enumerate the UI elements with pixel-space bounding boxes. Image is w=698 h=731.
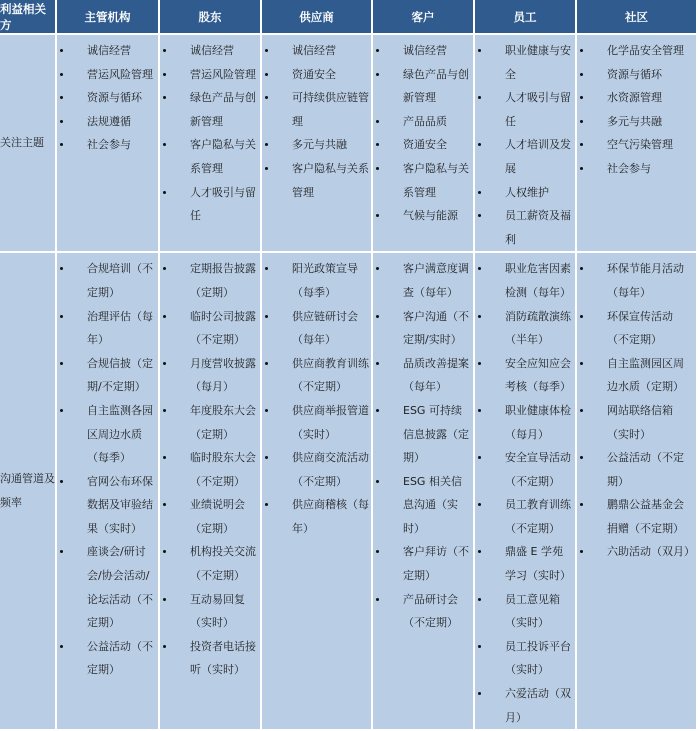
list-item: 社会参与 bbox=[57, 133, 158, 157]
list-item: 合规信披（定期/不定期） bbox=[57, 352, 158, 399]
list-item: 品质改善提案（每年） bbox=[373, 352, 473, 399]
list-item: 投资者电话接听（实时） bbox=[160, 635, 260, 682]
list-item: 职业危害因素检测（每年） bbox=[475, 257, 575, 304]
list-item: 可持续供应链管理 bbox=[262, 86, 371, 133]
list-item: 月度营收披露（每月） bbox=[160, 352, 260, 399]
channels-shareholder-list bbox=[160, 253, 260, 682]
list-item: 产品研讨会（不定期） bbox=[373, 588, 473, 635]
list-item: 诚信经营 bbox=[57, 39, 158, 63]
list-item: 客户满意度调查（每年） bbox=[373, 257, 473, 304]
list-item: 人才培训及发展 bbox=[475, 133, 575, 180]
list-item: 座谈会/研讨会/协会活动/论坛活动（不定期） bbox=[57, 540, 158, 634]
channels-employee-list bbox=[475, 253, 575, 729]
list-item: 化学品安全管理 bbox=[577, 39, 696, 63]
list-item: 绿色产品与创新管理 bbox=[160, 86, 260, 133]
list-item: 安全应知应会考核（每季） bbox=[475, 352, 575, 399]
list-item: 法规遵循 bbox=[57, 110, 158, 134]
list-item: 临时股东大会（不定期） bbox=[160, 446, 260, 493]
list-item: 官网公布环保数据及审验结果（实时） bbox=[57, 470, 158, 541]
list-item: 产品品质 bbox=[373, 110, 473, 134]
topics-employee-list bbox=[475, 35, 575, 251]
channels-supplier-cell bbox=[262, 253, 373, 731]
channels-customer-cell bbox=[373, 253, 475, 731]
list-item: 临时公司披露（不定期） bbox=[160, 305, 260, 352]
list-item: 合规培训（不定期） bbox=[57, 257, 158, 304]
list-item: 员工投诉平台（实时） bbox=[475, 635, 575, 682]
list-item: 营运风险管理 bbox=[57, 63, 158, 87]
list-item: 鹏鼎公益基金会捐赠（不定期） bbox=[577, 493, 696, 540]
channels-row bbox=[0, 253, 698, 731]
list-item: ESG 可持续信息披露（定期） bbox=[373, 399, 473, 470]
channels-supplier-list bbox=[262, 253, 371, 540]
header-row bbox=[0, 0, 698, 35]
list-item: 诚信经营 bbox=[262, 39, 371, 63]
topics-supplier-list bbox=[262, 35, 371, 204]
header-supplier: 供应商 bbox=[262, 0, 373, 35]
header-regulator: 主管机构 bbox=[57, 0, 160, 35]
list-item: 年度股东大会（定期） bbox=[160, 399, 260, 446]
list-item: 自主监测各园区周边水质（每季） bbox=[57, 399, 158, 470]
channels-community-cell bbox=[577, 253, 698, 731]
list-item: 供应商教育训练（不定期） bbox=[262, 352, 371, 399]
channels-shareholder-cell bbox=[160, 253, 262, 731]
list-item: 消防疏散演练（半年） bbox=[475, 305, 575, 352]
list-item: 诚信经营 bbox=[373, 39, 473, 63]
list-item: 环保宣传活动（不定期） bbox=[577, 305, 696, 352]
header-community: 社区 bbox=[577, 0, 698, 35]
list-item: 阳光政策宣导（每季） bbox=[262, 257, 371, 304]
list-item: 人权维护 bbox=[475, 181, 575, 205]
list-item: 机构投关交流（不定期） bbox=[160, 540, 260, 587]
channels-customer-list bbox=[373, 253, 473, 635]
topics-row bbox=[0, 35, 698, 253]
list-item: 职业健康体检（每月） bbox=[475, 399, 575, 446]
list-item: 客户隐私与关系管理 bbox=[373, 157, 473, 204]
list-item: 空气污染管理 bbox=[577, 133, 696, 157]
list-item: 社会参与 bbox=[577, 157, 696, 181]
topics-shareholder-cell bbox=[160, 35, 262, 253]
list-item: 人才吸引与留任 bbox=[475, 86, 575, 133]
header-customer: 客户 bbox=[373, 0, 475, 35]
list-item: 客户隐私与关系管理 bbox=[262, 157, 371, 204]
list-item: ESG 相关信息沟通（实时） bbox=[373, 470, 473, 541]
list-item: 六爱活动（双月） bbox=[475, 682, 575, 729]
list-item: 鼎盛 E 学苑学习（实时） bbox=[475, 540, 575, 587]
list-item: 员工教育训练（不定期） bbox=[475, 493, 575, 540]
list-item: 员工薪资及福利 bbox=[475, 204, 575, 251]
list-item: 定期报告披露（定期） bbox=[160, 257, 260, 304]
list-item: 环保节能月活动（每年） bbox=[577, 257, 696, 304]
channels-employee-cell bbox=[475, 253, 577, 731]
list-item: 绿色产品与创新管理 bbox=[373, 63, 473, 110]
list-item: 互动易回复（实时） bbox=[160, 588, 260, 635]
channels-regulator-list bbox=[57, 253, 158, 682]
list-item: 资源与循环 bbox=[577, 63, 696, 87]
topics-regulator-list bbox=[57, 35, 158, 157]
list-item: 供应链研讨会（每年） bbox=[262, 305, 371, 352]
list-item: 公益活动（不定期） bbox=[57, 635, 158, 682]
list-item: 客户沟通（不定期/实时） bbox=[373, 305, 473, 352]
topics-regulator-cell bbox=[57, 35, 160, 253]
list-item: 多元与共融 bbox=[577, 110, 696, 134]
list-item: 六助活动（双月） bbox=[577, 540, 696, 564]
header-shareholder: 股东 bbox=[160, 0, 262, 35]
list-item: 多元与共融 bbox=[262, 133, 371, 157]
list-item: 公益活动（不定期） bbox=[577, 446, 696, 493]
topics-supplier-cell bbox=[262, 35, 373, 253]
topics-shareholder-list bbox=[160, 35, 260, 228]
list-item: 客户拜访（不定期） bbox=[373, 540, 473, 587]
list-item: 自主监测园区周边水质（定期） bbox=[577, 352, 696, 399]
list-item: 人才吸引与留任 bbox=[160, 181, 260, 228]
topics-community-list bbox=[577, 35, 696, 181]
row-label-channels: 沟通管道及频率 bbox=[0, 253, 57, 731]
list-item: 客户隐私与关系管理 bbox=[160, 133, 260, 180]
channels-regulator-cell bbox=[57, 253, 160, 731]
list-item: 资通安全 bbox=[262, 63, 371, 87]
channels-community-list bbox=[577, 253, 696, 564]
header-stakeholder: 利益相关方 bbox=[0, 0, 57, 35]
topics-community-cell bbox=[577, 35, 698, 253]
list-item: 员工意见箱（实时） bbox=[475, 588, 575, 635]
list-item: 安全宣导活动（不定期） bbox=[475, 446, 575, 493]
list-item: 诚信经营 bbox=[160, 39, 260, 63]
list-item: 职业健康与安全 bbox=[475, 39, 575, 86]
topics-customer-cell bbox=[373, 35, 475, 253]
list-item: 治理评估（每年） bbox=[57, 305, 158, 352]
list-item: 网站联络信箱（实时） bbox=[577, 399, 696, 446]
list-item: 资源与循环 bbox=[57, 86, 158, 110]
list-item: 供应商交流活动（不定期） bbox=[262, 446, 371, 493]
row-label-topics: 关注主题 bbox=[0, 35, 57, 253]
list-item: 营运风险管理 bbox=[160, 63, 260, 87]
header-employee: 员工 bbox=[475, 0, 577, 35]
list-item: 业绩说明会（定期） bbox=[160, 493, 260, 540]
topics-employee-cell bbox=[475, 35, 577, 253]
topics-customer-list bbox=[373, 35, 473, 228]
list-item: 供应商稽核（每年） bbox=[262, 493, 371, 540]
list-item: 水资源管理 bbox=[577, 86, 696, 110]
list-item: 气候与能源 bbox=[373, 204, 473, 228]
list-item: 资通安全 bbox=[373, 133, 473, 157]
list-item: 供应商举报管道（实时） bbox=[262, 399, 371, 446]
